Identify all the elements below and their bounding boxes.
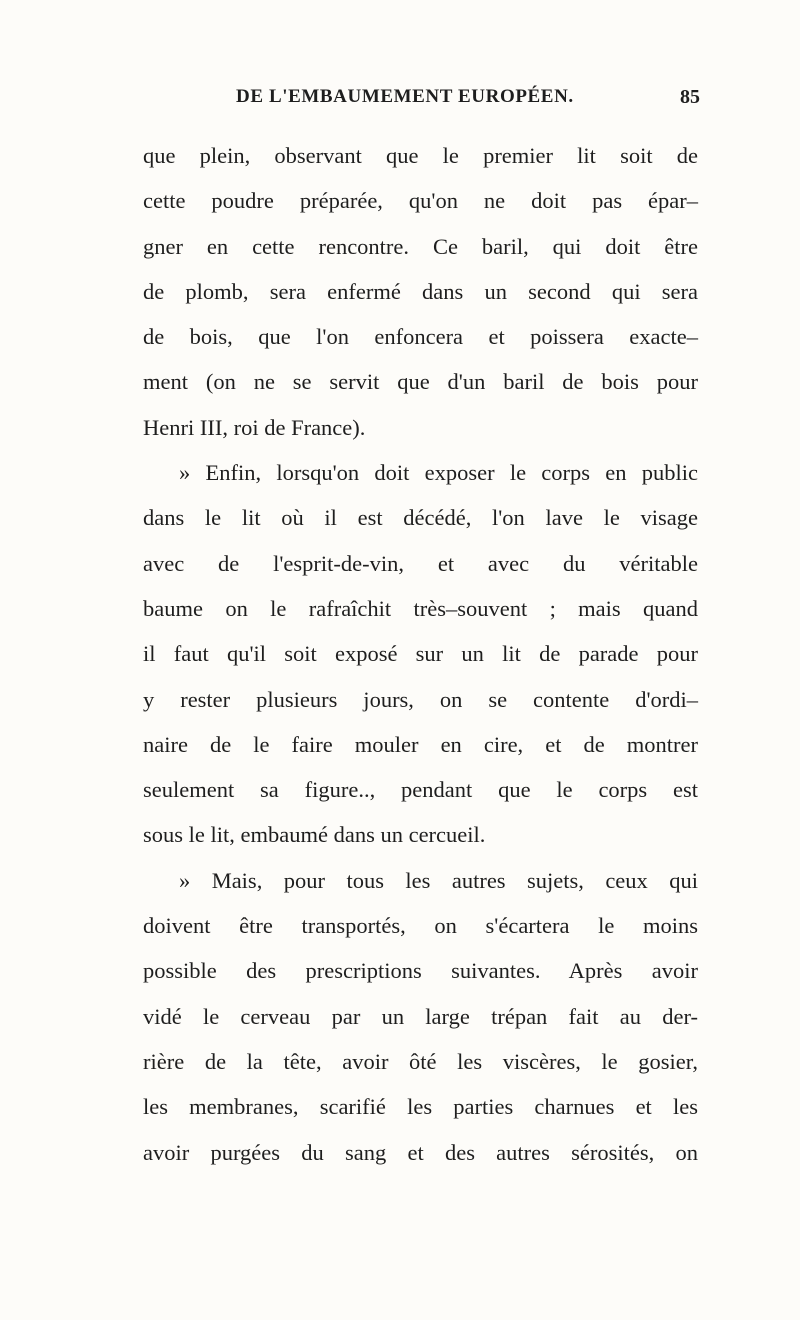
text-line: les membranes, scarifié les parties charnues et les [143, 1094, 698, 1120]
text-line: que plein, observant que le premier lit soit de [143, 143, 698, 168]
text-line: de plomb, sera enfermé dans un second qui sera [143, 278, 698, 304]
text-line: dans le lit où il est décédé, l'on lave le visage [143, 505, 698, 531]
text-line: baume on le rafraîchit très–souvent ; mais quand [143, 595, 698, 621]
text-line: Henri III, roi de France). [143, 414, 366, 440]
text-line: possible des prescriptions suivantes. Après avoir [143, 958, 698, 984]
text-line: y rester plusieurs jours, on se contente d'ordi– [143, 686, 698, 712]
text-line: » Mais, pour tous les autres sujets, ceux qui [179, 867, 698, 893]
text-line: doivent être transportés, on s'écartera le moins [143, 913, 698, 939]
text-line: cette poudre préparée, qu'on ne doit pas épar– [143, 188, 698, 214]
running-title: DE L'EMBAUMEMENT EUROPÉEN. [236, 86, 574, 107]
text-line: naire de le faire mouler en cire, et de montrer [143, 731, 698, 757]
text-line: sous le lit, embaumé dans un cercueil. [143, 822, 486, 848]
text-line: de bois, que l'on enfoncera et poissera exacte– [143, 324, 698, 350]
text-line: rière de la tête, avoir ôté les viscères, le gosier, [143, 1048, 698, 1074]
text-line: il faut qu'il soit exposé sur un lit de parade pour [143, 641, 698, 667]
text-line: vidé le cerveau par un large trépan fait au der- [143, 1003, 698, 1029]
text-line: gner en cette rencontre. Ce baril, qui doit être [143, 233, 698, 259]
text-line: » Enfin, lorsqu'on doit exposer le corps en public [179, 460, 698, 486]
text-line: avoir purgées du sang et des autres sérosités, on [143, 1139, 698, 1165]
text-line: seulement sa figure.., pendant que le corps est [143, 777, 698, 803]
text-line: avec de l'esprit-de-vin, et avec du véritable [143, 550, 698, 576]
page-number: 85 [680, 86, 700, 108]
page-header [140, 86, 700, 116]
text-line: ment (on ne se servit que d'un baril de bois pour [143, 369, 698, 395]
body-text [143, 133, 698, 1175]
